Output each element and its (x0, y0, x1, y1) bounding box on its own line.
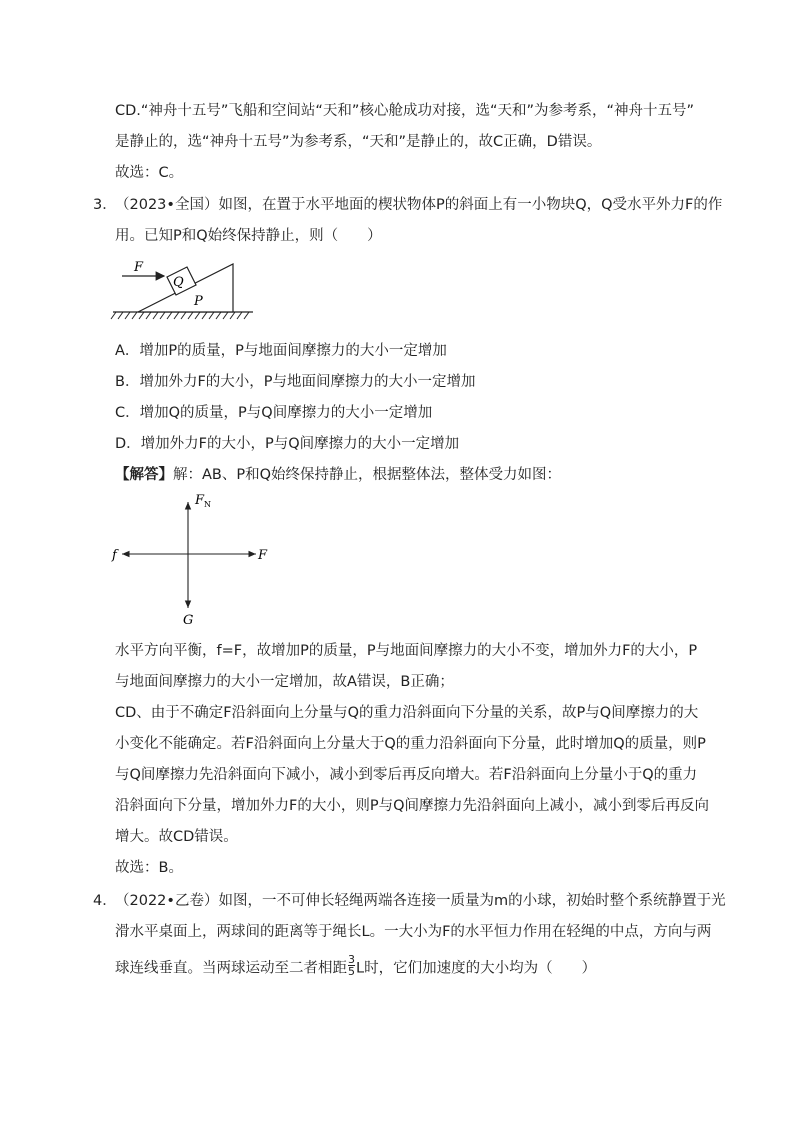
question-3-number: 3． (93, 197, 117, 213)
question-3-option-b: B．增加外力F的大小，P与地面间摩擦力的大小一定增加 (115, 374, 476, 390)
fraction-denominator: 5 (348, 965, 355, 978)
fraction-numerator: 3 (348, 953, 355, 966)
solution-line-5: 与Q间摩擦力先沿斜面向下减小，减小到零后再反向增大。若F沿斜面向上分量小于Q的重力 (115, 767, 698, 783)
solution-line-4: 小变化不能确定。若F沿斜面向上分量大于Q的重力沿斜面向下分量，此时增加Q的质量，则P (115, 736, 706, 752)
question-4-number: 4． (93, 893, 117, 909)
question-3-stem-line-1: （2023•全国）如图，在置于水平地面的楔状物体P的斜面上有一小物块Q，Q受水平外力F的作 (115, 197, 723, 213)
question-4-stem-line-3 (115, 953, 597, 980)
ground-hatching (111, 312, 249, 319)
solution-line-2: 与地面间摩擦力的大小一定增加，故A错误，B正确； (115, 674, 454, 690)
label-applied-force: F (258, 548, 268, 563)
question-3-option-c: C．增加Q的质量，P与Q间摩擦力的大小一定增加 (115, 405, 433, 421)
label-p: P (194, 294, 203, 309)
solution-intro-text: 解：AB、P和Q始终保持静止，根据整体法，整体受力如图： (173, 467, 562, 483)
prev-answer-choice: 故选：C。 (115, 165, 184, 181)
label-fn: $F_N$ (195, 493, 212, 509)
solution-line-1: 水平方向平衡，f=F，故增加P的质量，P与地面间摩擦力的大小不变，增加外力F的大小，P (115, 643, 698, 659)
prev-answer-line-2: 是静止的，选“神舟十五号”为参考系，“天和”是静止的，故C正确，D错误。 (115, 134, 602, 150)
question-4-stem-line-2: 滑水平桌面上，两球间的距离等于绳长L。一大小为F的水平恒力作用在轻绳的中点，方向与两 (115, 924, 712, 940)
solution-intro (115, 465, 561, 485)
question-4-stem-line-1: （2022•乙卷）如图，一不可伸长轻绳两端各连接一质量为m的小球，初始时整个系统静置于光 (115, 893, 726, 909)
solution-heading: 【解答】 (115, 467, 173, 483)
prev-answer-line-1: CD.“神舟十五号”飞船和空间站“天和”核心舱成功对接，选“天和”为参考系，“神舟十五号” (115, 103, 694, 119)
solution-line-6: 沿斜面向下分量，增加外力F的大小，则P与Q间摩擦力先沿斜面向上减小，减小到零后再反向 (115, 798, 709, 814)
question-4-stem-line-3-a: 球连线垂直。当两球运动至二者相距 (115, 960, 347, 977)
force-diagram (105, 490, 280, 630)
solution-line-3: CD、由于不确定F沿斜面向上分量与Q的重力沿斜面向下分量的关系，故P与Q间摩擦力的大 (115, 705, 699, 721)
fraction-three-fifths (348, 954, 355, 977)
question-3-stem-line-2: 用。已知P和Q始终保持静止，则（ ） (115, 228, 382, 244)
question-4-stem-line-3-b: L时，它们加速度的大小均为（ ） (356, 960, 597, 977)
question-3-answer: 故选：B。 (115, 860, 183, 876)
question-3-option-d: D．增加外力F的大小，P与Q间摩擦力的大小一定增加 (115, 436, 460, 452)
solution-line-7: 增大。故CD错误。 (115, 829, 238, 845)
label-gravity: G (183, 613, 194, 628)
label-friction: f (112, 548, 117, 563)
wedge-block-figure (108, 255, 258, 325)
label-f: F (134, 260, 144, 275)
question-3-option-a: A．增加P的质量，P与地面间摩擦力的大小一定增加 (115, 343, 447, 359)
label-q: Q (173, 275, 184, 290)
